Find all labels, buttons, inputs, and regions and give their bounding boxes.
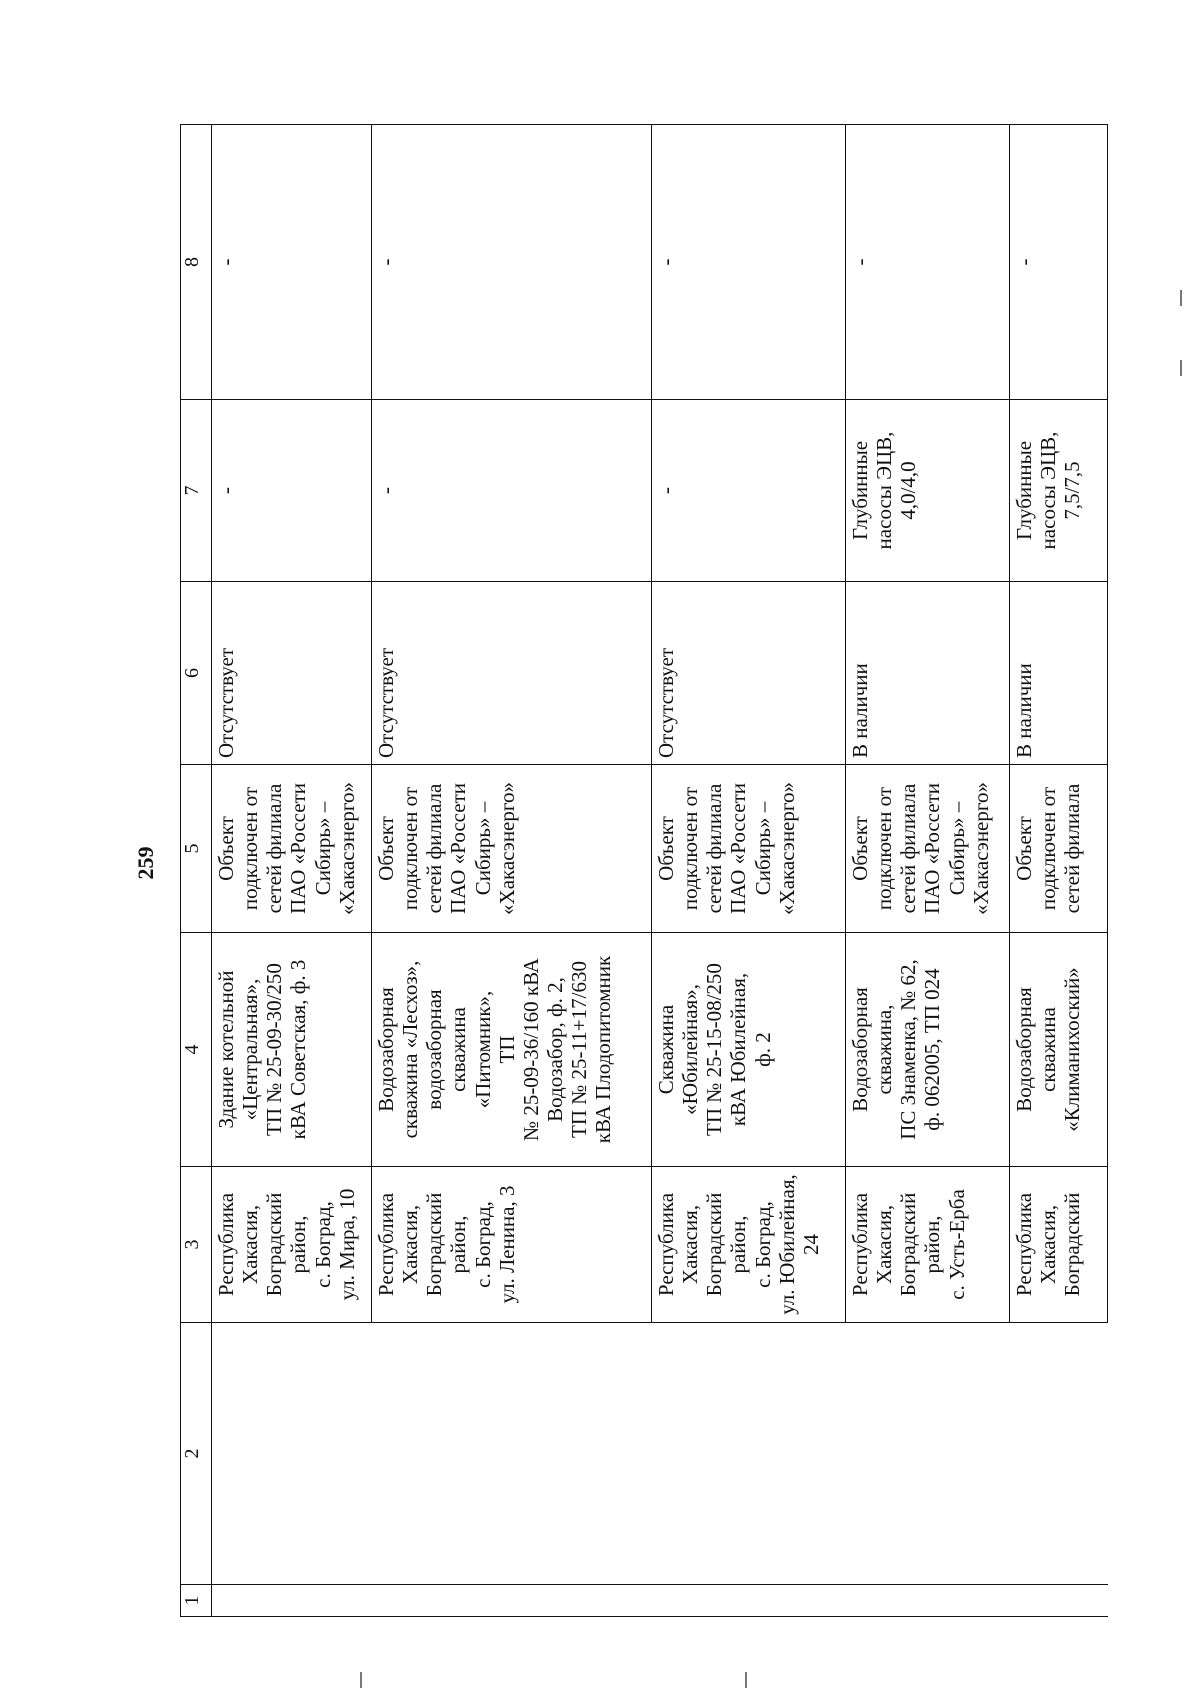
col-header-5: 5 <box>181 765 212 933</box>
table-row <box>652 125 846 1617</box>
col-header-1: 1 <box>181 1585 212 1617</box>
cell-address: Республика Хакасия, Боградский район, с. Боград, ул. Мира, 10 <box>212 1167 372 1323</box>
cell-connection: Объект подключен от сетей филиала ПАО «Россети Сибирь» – «Хакасэнерго» <box>652 765 846 933</box>
cell-col8: - <box>212 125 372 400</box>
table-row <box>846 125 1010 1617</box>
scan-mark <box>1180 360 1182 376</box>
cell-availability: Отсутствует <box>652 582 846 765</box>
cell-col2 <box>846 1323 1010 1585</box>
cell-col2 <box>212 1323 372 1585</box>
scan-mark <box>745 1672 747 1688</box>
cell-col1 <box>1010 1585 1108 1617</box>
page-number: 259 <box>133 846 158 880</box>
cell-object: Скважина «Юбилейная», ТП № 25-15-08/250 кВА Юбилейная, ф. 2 <box>652 933 846 1167</box>
col-header-4: 4 <box>181 933 212 1167</box>
col-header-3: 3 <box>181 1167 212 1323</box>
cell-col1 <box>652 1585 846 1617</box>
col-header-7: 7 <box>181 400 212 582</box>
cell-object: Водозаборная скважина «Лесхоз», водозаборная скважина «Питомник», ТП № 25-09-36/160 кВА Водозабор, ф. 2, ТП № 25-11+17/630 кВА Плодопитомник <box>372 933 652 1167</box>
data-table <box>180 124 1108 1617</box>
rotated-table-container <box>180 125 1106 1617</box>
cell-col2 <box>652 1323 846 1585</box>
cell-col2 <box>1010 1323 1108 1585</box>
col-header-6: 6 <box>181 582 212 765</box>
cell-col2 <box>372 1323 652 1585</box>
cell-col1 <box>846 1585 1010 1617</box>
cell-address: Республика Хакасия, Боградский район, с. Боград, ул. Ленина, 3 <box>372 1167 652 1323</box>
cell-equipment: - <box>372 400 652 582</box>
cell-object: Водозаборная скважина «Климанихоский» <box>1010 933 1108 1167</box>
cell-availability: В наличии <box>1010 582 1108 765</box>
cell-availability: Отсутствует <box>372 582 652 765</box>
cell-col8: - <box>372 125 652 400</box>
cell-address: Республика Хакасия, Боградский район, с. Усть-Ерба <box>846 1167 1010 1323</box>
cell-address: Республика Хакасия, Боградский район, с. Боград, ул. Юбилейная, 24 <box>652 1167 846 1323</box>
cell-equipment: Глубинные насосы ЭЦВ, 4,0/4,0 <box>846 400 1010 582</box>
header-row <box>181 125 212 1617</box>
col-header-2: 2 <box>181 1323 212 1585</box>
cell-connection: Объект подключен от сетей филиала <box>1010 765 1108 933</box>
cell-col8: - <box>1010 125 1108 400</box>
table-row <box>1010 125 1108 1617</box>
col-header-8: 8 <box>181 125 212 400</box>
cell-connection: Объект подключен от сетей филиала ПАО «Россети Сибирь» – «Хакасэнерго» <box>846 765 1010 933</box>
scan-mark <box>1180 290 1182 306</box>
cell-equipment: Глубинные насосы ЭЦВ, 7,5/7,5 <box>1010 400 1108 582</box>
cell-equipment: - <box>652 400 846 582</box>
table-row <box>212 125 372 1617</box>
cell-connection: Объект подключен от сетей филиала ПАО «Россети Сибирь» – «Хакасэнерго» <box>212 765 372 933</box>
cell-availability: В наличии <box>846 582 1010 765</box>
cell-col8: - <box>652 125 846 400</box>
scan-mark <box>360 1672 362 1688</box>
cell-col1 <box>372 1585 652 1617</box>
cell-address: Республика Хакасия, Боградский <box>1010 1167 1108 1323</box>
cell-col1 <box>212 1585 372 1617</box>
table-row <box>372 125 652 1617</box>
cell-object: Здание котельной «Центральная», ТП № 25-09-30/250 кВА Советская, ф. 3 <box>212 933 372 1167</box>
cell-connection: Объект подключен от сетей филиала ПАО «Россети Сибирь» – «Хакасэнерго» <box>372 765 652 933</box>
cell-availability: Отсутствует <box>212 582 372 765</box>
cell-object: Водозаборная скважина, ПС Знаменка, № 62, ф. 062005, ТП 024 <box>846 933 1010 1167</box>
cell-equipment: - <box>212 400 372 582</box>
cell-col8: - <box>846 125 1010 400</box>
